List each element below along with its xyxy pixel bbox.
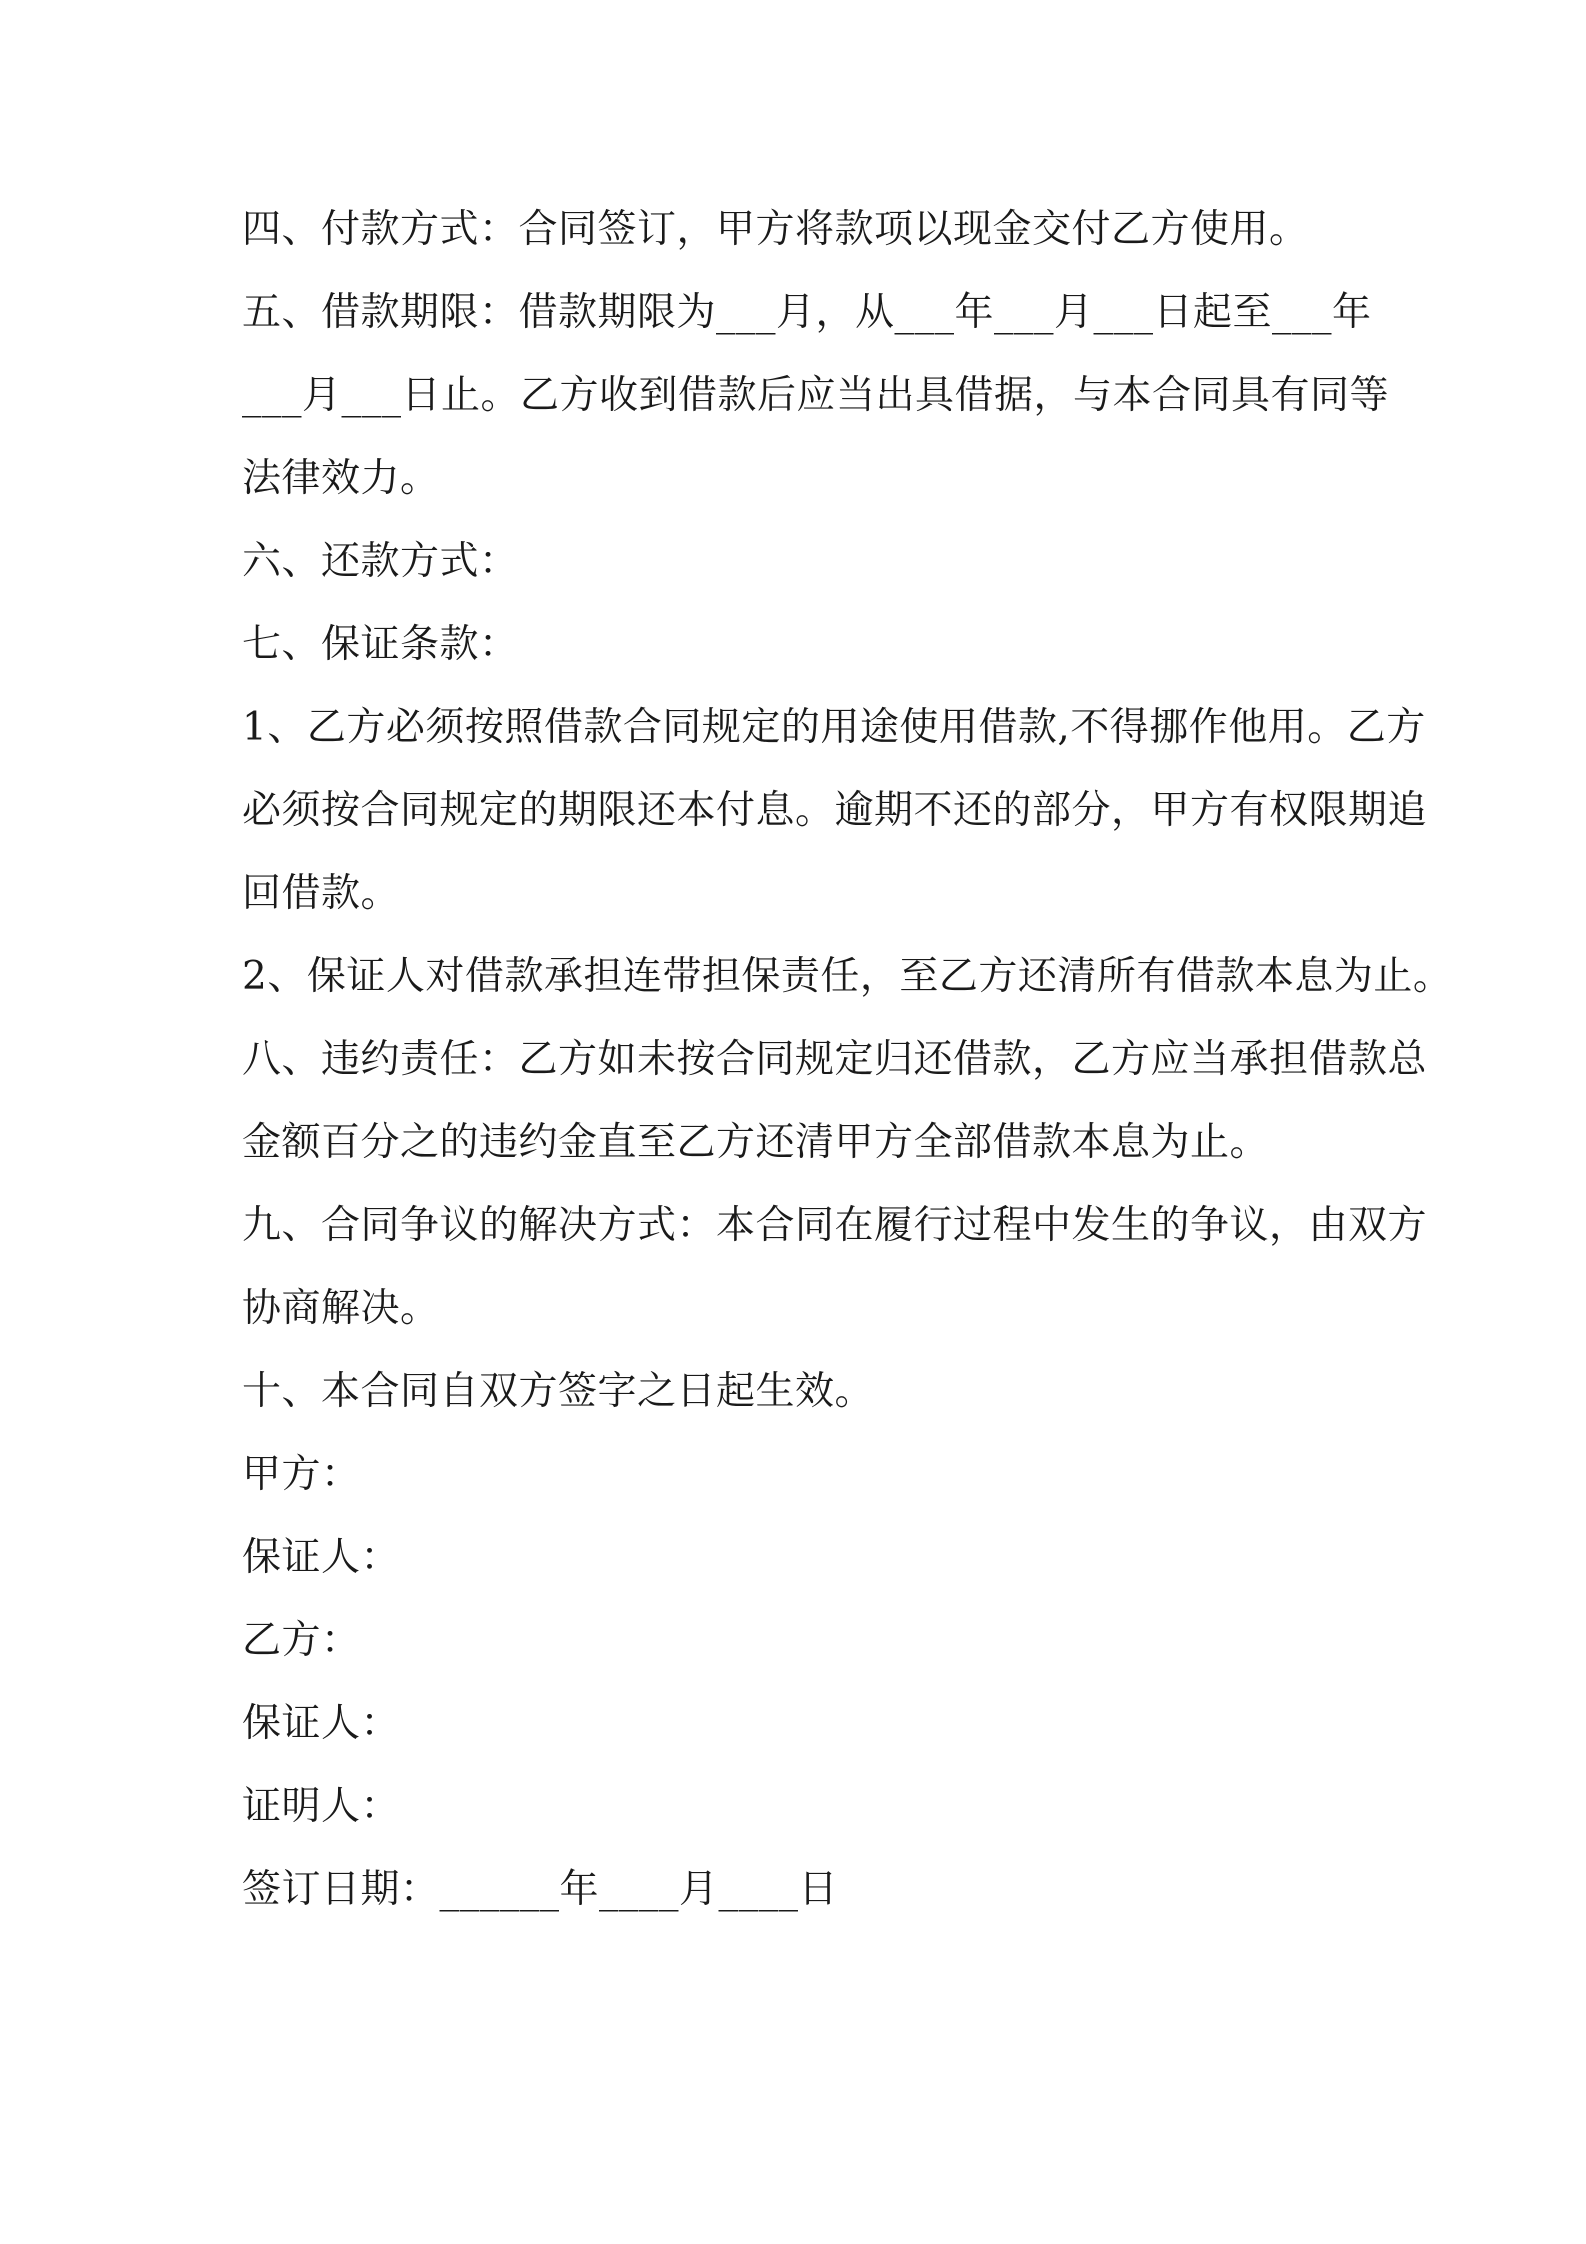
guarantee-item-1-cont: 必须按合同规定的期限还本付息。逾期不还的部分，甲方有权限期追: [242, 788, 1428, 833]
clause-7-guarantee: 七、保证条款：: [242, 622, 519, 667]
clause-5-loan-term-cont: ___月___日止。乙方收到借款后应当出具借据，与本合同具有同等: [242, 373, 1390, 418]
guarantee-item-1: 1、乙方必须按照借款合同规定的用途使用借款,不得挪作他用。乙方: [242, 705, 1426, 750]
clause-4-payment-method: 四、付款方式：合同签订，甲方将款项以现金交付乙方使用。: [242, 207, 1309, 252]
guarantee-item-2: 2、保证人对借款承担连带担保责任，至乙方还清所有借款本息为止。: [242, 954, 1453, 999]
guarantee-item-1-end: 回借款。: [242, 871, 401, 916]
clause-8-breach-cont: 金额百分之的违约金直至乙方还清甲方全部借款本息为止。: [242, 1120, 1270, 1165]
signature-party-a: 甲方：: [242, 1452, 361, 1497]
clause-10-effective: 十、本合同自双方签字之日起生效。: [242, 1369, 875, 1414]
signature-witness: 证明人：: [242, 1784, 401, 1829]
signature-party-b: 乙方：: [242, 1618, 361, 1663]
clause-9-dispute-end: 协商解决。: [242, 1286, 440, 1331]
clause-8-breach: 八、违约责任：乙方如未按合同规定归还借款，乙方应当承担借款总: [242, 1037, 1428, 1082]
signing-date: 签订日期：______年____月____日: [242, 1867, 839, 1912]
clause-6-repayment: 六、还款方式：: [242, 539, 519, 584]
clause-5-loan-term-end: 法律效力。: [242, 456, 440, 501]
signature-guarantor-2: 保证人：: [242, 1701, 401, 1746]
clause-9-dispute: 九、合同争议的解决方式：本合同在履行过程中发生的争议，由双方: [242, 1203, 1428, 1248]
clause-5-loan-term: 五、借款期限：借款期限为___月，从___年___月___日起至___年: [242, 290, 1372, 335]
signature-guarantor-1: 保证人：: [242, 1535, 401, 1580]
